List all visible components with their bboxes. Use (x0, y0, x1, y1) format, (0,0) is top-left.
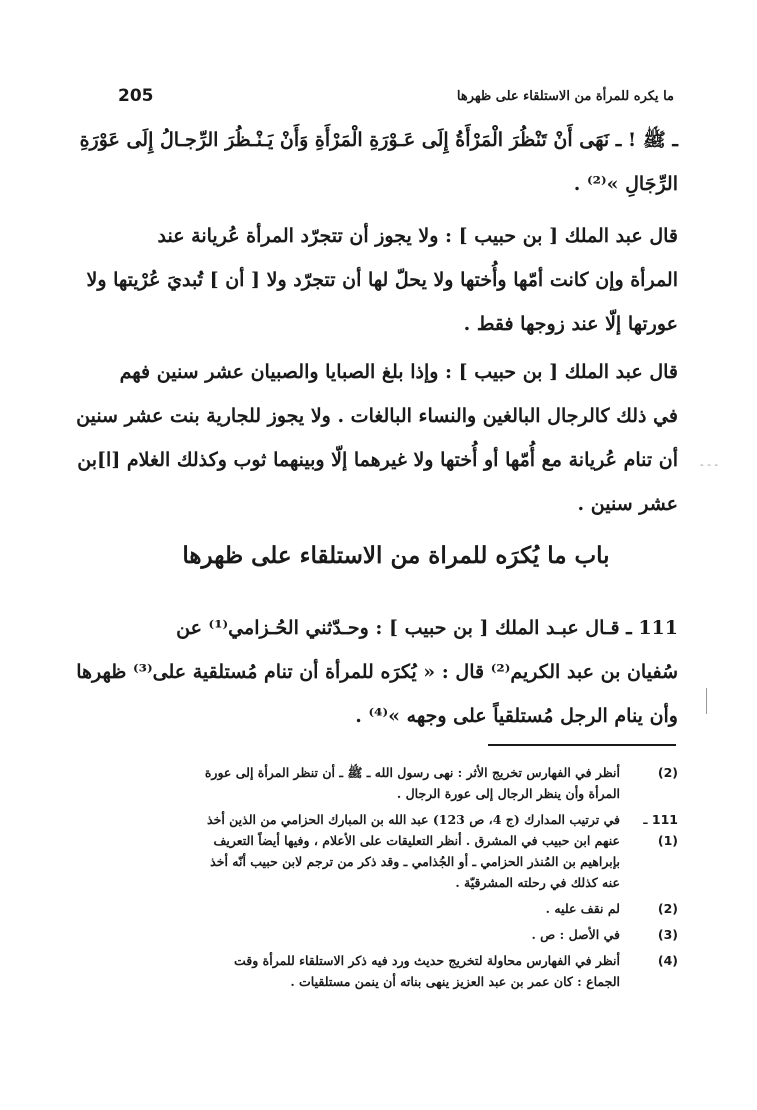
running-title: ما يكره للمرأة من الاستلقاء على ظهرها (456, 88, 674, 104)
footnote-divider (488, 744, 676, 746)
footnote (80, 924, 678, 945)
footnote-line: أنظر في الفهارس محاولة لتخريج حديث ورد فيه ذكر الاستلقاء للمرأة وقت (234, 953, 620, 968)
text-line: عشر سنين . (577, 493, 678, 515)
running-header (118, 82, 674, 110)
footnote-line: لم نقف عليه . (545, 901, 620, 916)
text-line: قال عبد الملك [ بن حبيب ] : وإذا بلغ الصبايا والصبيان عشر سنين فهم (119, 361, 678, 383)
text-line: المرأة وإن كانت أمّها وأُختها ولا يحلّ لها أن تتجرّد ولا [ أن ] تُبديَ عُرْيتها ولا (86, 269, 678, 291)
entry-111 (76, 606, 678, 738)
footnote-number: 111 ـ (1) (643, 812, 678, 848)
paragraph-hadith-continuation (79, 118, 678, 206)
page-number: 205 (118, 86, 154, 106)
footnote-number: (2) (657, 765, 678, 780)
footnote-line: في ترتيب المدارك (ج 4، ص 123) عبد الله بن المبارك الحزامي من الذين أخذ (207, 812, 620, 827)
footnote-line: أنظر في الفهارس تخريج الأثر : نهى رسول الله ـ ﷺ ـ أن تنظر المرأة إلى عورة (204, 765, 620, 780)
footnote-text (80, 924, 620, 945)
footnote-line: الجماع : كان عمر بن عبد العزيز ينهى بناته أن ينمن مستلقيات . (290, 974, 620, 989)
footnote-line: المرأة وأن ينظر الرجال إلى عورة الرجال . (396, 786, 620, 801)
text-line: الرِّجَالِ »⁽²⁾ . (573, 173, 678, 195)
text-line: 111 ـ قـال عبـد الملك [ بن حبيب ] : وحـدّثني الحُـزامي⁽¹⁾ عن (176, 617, 678, 639)
footnote (80, 950, 678, 992)
footnote-line: بإبراهيم بن المُنذر الحزامي ـ أو الجُذامي ـ وقد ذكر من ترجم لابن حبيب أنّه أخذ (210, 854, 620, 869)
footnote-line: عنهم ابن حبيب في المشرق . أنظر التعليقات على الأعلام ، وفيها أيضاً التعريف (213, 833, 620, 848)
footnote-text (80, 809, 620, 893)
paragraph-abd-al-malik-2 (76, 350, 678, 526)
footnote-number: (2) (657, 901, 678, 916)
footnote-number: (4) (657, 953, 678, 968)
footnote-text (80, 762, 620, 804)
footnote-number: (3) (657, 927, 678, 942)
text-line: عورتها إلّا عند زوجها فقط . (463, 313, 678, 335)
paragraph-abd-al-malik-1 (86, 214, 678, 346)
footnote (80, 809, 678, 893)
footnote (80, 762, 678, 804)
footnote-line: عنه كذلك في رحلته المشرقيّة . (455, 875, 620, 890)
text-line: وأن ينام الرجل مُستلقياً على وجهه »⁽⁴⁾ . (355, 705, 678, 727)
text-line: ـ ﷺ ! ـ نَهَى أَنْ تَنْظُرَ الْمَرْأَةُ إِلَى عَـوْرَةِ الْمَرْأَةِ وَأَنْ يَـنْـظُرَ الرِّجـالُ إِلَى عَوْرَةِ (79, 129, 678, 151)
footnotes (80, 762, 678, 997)
footnote (80, 898, 678, 919)
margin-rule-mark (706, 688, 711, 714)
margin-annotation-mark: - - - (700, 458, 719, 471)
text-line: سُفيان بن عبد الكريم⁽²⁾ قال : « يُكرَه للمرأة أن تنام مُستلقية على⁽³⁾ ظهرها (76, 661, 678, 683)
text-line: في ذلك كالرجال البالغين والنساء البالغات . ولا يجوز للجارية بنت عشر سنين (76, 405, 678, 427)
footnote-text (80, 898, 620, 919)
text-line: أن تنام عُريانة مع أُمّها أو أُختها ولا غيرهما إلّا وبينهما ثوب وكذلك الغلام [ا]بن (77, 449, 678, 471)
footnote-line: في الأصل : ص . (531, 927, 620, 942)
footnote-text (80, 950, 620, 992)
text-line: قال عبد الملك [ بن حبيب ] : ولا يجوز أن تتجرّد المرأة عُريانة عند (157, 225, 678, 247)
section-heading: باب ما يُكرَه للمراة من الاستلقاء على ظهرها (182, 542, 610, 569)
